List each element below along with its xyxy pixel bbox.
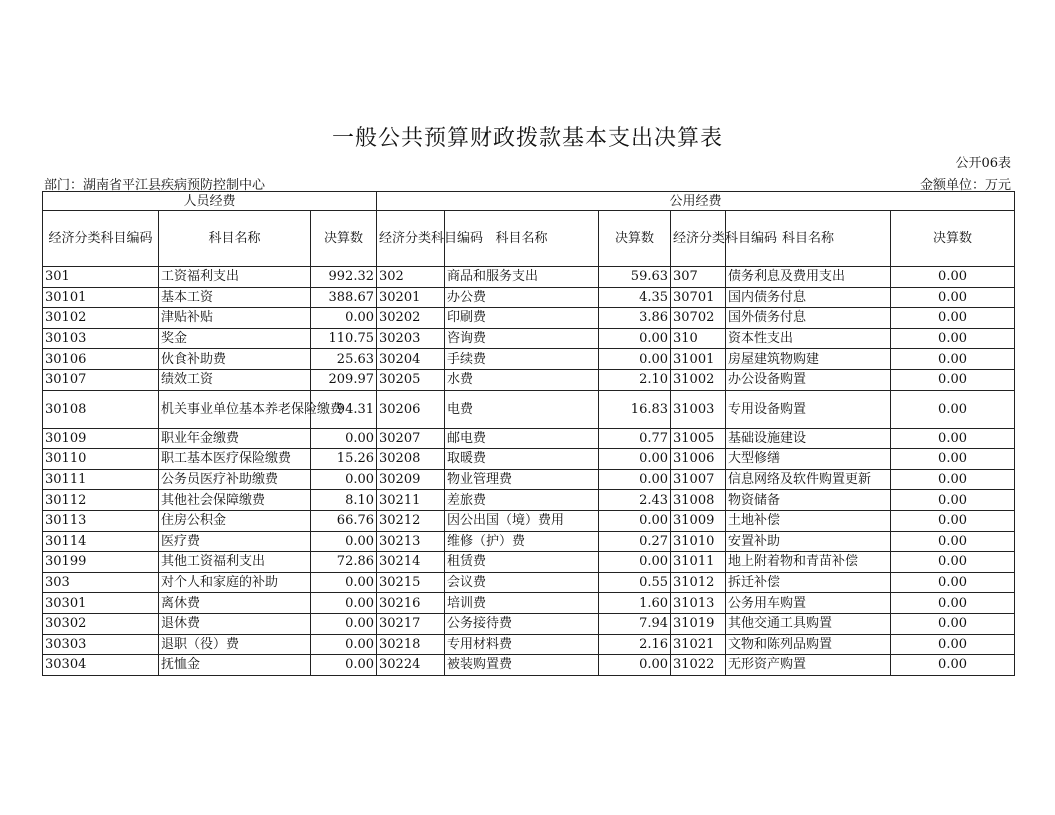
- cell-amount-2: 0.77: [599, 428, 671, 449]
- group-header-row: [43, 192, 1015, 211]
- cell-name-3: 其他交通工具购置: [726, 613, 891, 634]
- cell-amount-3: 0.00: [891, 469, 1015, 490]
- cell-amount-3: 0.00: [891, 572, 1015, 593]
- cell-code-2: 30208: [377, 449, 445, 470]
- col-amount-3: 决算数: [891, 211, 1015, 267]
- cell-amount-1: 110.75: [311, 328, 377, 349]
- cell-amount-3: 0.00: [891, 655, 1015, 676]
- cell-code-2: 30209: [377, 469, 445, 490]
- table-row: [43, 390, 1015, 428]
- cell-amount-3: 0.00: [891, 287, 1015, 308]
- cell-name-2: 办公费: [445, 287, 599, 308]
- cell-amount-1: 992.32: [311, 267, 377, 288]
- cell-amount-2: 0.27: [599, 531, 671, 552]
- cell-name-3: 信息网络及软件购置更新: [726, 469, 891, 490]
- cell-amount-3: 0.00: [891, 308, 1015, 329]
- cell-name-2: 公务接待费: [445, 613, 599, 634]
- cell-name-2: 培训费: [445, 593, 599, 614]
- cell-name-2: 被装购置费: [445, 655, 599, 676]
- cell-amount-2: 3.86: [599, 308, 671, 329]
- cell-code-1: 30101: [43, 287, 159, 308]
- cell-name-3: 基础设施建设: [726, 428, 891, 449]
- cell-name-1: 职业年金缴费: [159, 428, 311, 449]
- cell-code-1: 30303: [43, 634, 159, 655]
- cell-code-3: 31021: [671, 634, 726, 655]
- cell-amount-1: 8.10: [311, 490, 377, 511]
- cell-name-1: 职工基本医疗保险缴费: [159, 449, 311, 470]
- cell-name-2: 印刷费: [445, 308, 599, 329]
- cell-amount-2: 0.00: [599, 349, 671, 370]
- cell-code-1: 30108: [43, 390, 159, 428]
- cell-code-1: 30102: [43, 308, 159, 329]
- cell-name-1: 工资福利支出: [159, 267, 311, 288]
- cell-code-1: 30107: [43, 369, 159, 390]
- cell-name-3: 资本性支出: [726, 328, 891, 349]
- cell-amount-1: 72.86: [311, 552, 377, 573]
- cell-code-2: 30211: [377, 490, 445, 511]
- cell-code-2: 30217: [377, 613, 445, 634]
- cell-amount-1: 0.00: [311, 469, 377, 490]
- cell-name-1: 公务员医疗补助缴费: [159, 469, 311, 490]
- cell-code-3: 31022: [671, 655, 726, 676]
- cell-code-3: 31006: [671, 449, 726, 470]
- cell-code-3: 30702: [671, 308, 726, 329]
- table-row: [43, 469, 1015, 490]
- cell-code-3: 31005: [671, 428, 726, 449]
- cell-code-3: 310: [671, 328, 726, 349]
- cell-name-2: 手续费: [445, 349, 599, 370]
- cell-amount-2: 7.94: [599, 613, 671, 634]
- cell-name-3: 债务利息及费用支出: [726, 267, 891, 288]
- cell-code-3: 307: [671, 267, 726, 288]
- cell-amount-1: 0.00: [311, 531, 377, 552]
- cell-code-2: 30212: [377, 510, 445, 531]
- cell-code-2: 30215: [377, 572, 445, 593]
- cell-amount-1: 15.26: [311, 449, 377, 470]
- cell-name-2: 租赁费: [445, 552, 599, 573]
- table-row: [43, 510, 1015, 531]
- cell-name-2: 差旅费: [445, 490, 599, 511]
- col-code-2: 经济分类科目编码: [377, 211, 445, 267]
- cell-amount-3: 0.00: [891, 593, 1015, 614]
- cell-code-1: 30106: [43, 349, 159, 370]
- cell-code-2: 30224: [377, 655, 445, 676]
- table-row: [43, 449, 1015, 470]
- cell-code-3: 31007: [671, 469, 726, 490]
- table-row: [43, 349, 1015, 370]
- cell-code-2: 30218: [377, 634, 445, 655]
- cell-name-1: 绩效工资: [159, 369, 311, 390]
- cell-name-2: 会议费: [445, 572, 599, 593]
- cell-amount-3: 0.00: [891, 349, 1015, 370]
- cell-amount-3: 0.00: [891, 490, 1015, 511]
- cell-amount-1: 94.31: [311, 390, 377, 428]
- cell-amount-2: 0.00: [599, 552, 671, 573]
- cell-name-1: 退休费: [159, 613, 311, 634]
- cell-amount-2: 2.16: [599, 634, 671, 655]
- table-row: [43, 267, 1015, 288]
- col-code-1: 经济分类科目编码: [43, 211, 159, 267]
- cell-name-2: 因公出国（境）费用: [445, 510, 599, 531]
- cell-code-1: 30113: [43, 510, 159, 531]
- cell-code-1: 30110: [43, 449, 159, 470]
- cell-name-3: 物资储备: [726, 490, 891, 511]
- cell-name-1: 住房公积金: [159, 510, 311, 531]
- cell-name-2: 水费: [445, 369, 599, 390]
- table-row: [43, 490, 1015, 511]
- col-amount-2: 决算数: [599, 211, 671, 267]
- col-amount-1: 决算数: [311, 211, 377, 267]
- cell-code-2: 30214: [377, 552, 445, 573]
- cell-name-1: 离休费: [159, 593, 311, 614]
- cell-name-1: 津贴补贴: [159, 308, 311, 329]
- cell-amount-1: 209.97: [311, 369, 377, 390]
- cell-name-3: 文物和陈列品购置: [726, 634, 891, 655]
- unit-label: 金额单位：万元: [919, 178, 1011, 193]
- cell-code-2: 30202: [377, 308, 445, 329]
- budget-table: [42, 191, 1015, 676]
- cell-code-1: 30304: [43, 655, 159, 676]
- cell-name-3: 公务用车购置: [726, 593, 891, 614]
- cell-code-2: 30216: [377, 593, 445, 614]
- group-personnel: 人员经费: [43, 192, 377, 211]
- cell-name-2: 邮电费: [445, 428, 599, 449]
- cell-code-1: 30301: [43, 593, 159, 614]
- cell-name-1: 对个人和家庭的补助: [159, 572, 311, 593]
- cell-amount-3: 0.00: [891, 552, 1015, 573]
- cell-amount-1: 0.00: [311, 308, 377, 329]
- table-row: [43, 369, 1015, 390]
- cell-code-1: 30103: [43, 328, 159, 349]
- cell-amount-1: 0.00: [311, 634, 377, 655]
- cell-amount-2: 4.35: [599, 287, 671, 308]
- cell-code-1: 30114: [43, 531, 159, 552]
- cell-amount-3: 0.00: [891, 390, 1015, 428]
- cell-name-3: 国内债务付息: [726, 287, 891, 308]
- cell-name-1: 其他社会保障缴费: [159, 490, 311, 511]
- cell-amount-3: 0.00: [891, 634, 1015, 655]
- department-label: 部门：湖南省平江县疾病预防控制中心: [44, 178, 266, 193]
- cell-amount-3: 0.00: [891, 267, 1015, 288]
- group-public: 公用经费: [377, 192, 1015, 211]
- cell-code-1: 30302: [43, 613, 159, 634]
- cell-name-3: 国外债务付息: [726, 308, 891, 329]
- table-row: [43, 572, 1015, 593]
- cell-code-3: 31009: [671, 510, 726, 531]
- cell-name-3: 土地补偿: [726, 510, 891, 531]
- cell-code-1: 303: [43, 572, 159, 593]
- cell-amount-1: 388.67: [311, 287, 377, 308]
- cell-name-1: 退职（役）费: [159, 634, 311, 655]
- table-row: [43, 552, 1015, 573]
- cell-amount-2: 0.00: [599, 328, 671, 349]
- cell-code-2: 30205: [377, 369, 445, 390]
- cell-code-2: 30206: [377, 390, 445, 428]
- cell-amount-1: 0.00: [311, 572, 377, 593]
- cell-name-1: 基本工资: [159, 287, 311, 308]
- table-row: [43, 308, 1015, 329]
- cell-amount-3: 0.00: [891, 449, 1015, 470]
- col-code-3: 经济分类科目编码: [671, 211, 726, 267]
- cell-amount-2: 0.00: [599, 449, 671, 470]
- cell-amount-2: 0.00: [599, 655, 671, 676]
- cell-amount-1: 66.76: [311, 510, 377, 531]
- cell-amount-2: 59.63: [599, 267, 671, 288]
- col-name-3: 科目名称: [726, 211, 891, 267]
- table-row: [43, 287, 1015, 308]
- cell-code-3: 31002: [671, 369, 726, 390]
- cell-amount-3: 0.00: [891, 510, 1015, 531]
- cell-code-3: 31012: [671, 572, 726, 593]
- cell-name-3: 房屋建筑物购建: [726, 349, 891, 370]
- cell-name-1: 抚恤金: [159, 655, 311, 676]
- cell-amount-2: 0.55: [599, 572, 671, 593]
- page-title: 一般公共预算财政拨款基本支出决算表: [331, 126, 723, 151]
- cell-code-3: 31008: [671, 490, 726, 511]
- table-row: [43, 655, 1015, 676]
- cell-code-3: 31010: [671, 531, 726, 552]
- cell-code-3: 31013: [671, 593, 726, 614]
- cell-amount-1: 25.63: [311, 349, 377, 370]
- table-row: [43, 328, 1015, 349]
- cell-name-1: 其他工资福利支出: [159, 552, 311, 573]
- cell-name-3: 专用设备购置: [726, 390, 891, 428]
- cell-code-2: 30213: [377, 531, 445, 552]
- cell-code-1: 30109: [43, 428, 159, 449]
- cell-amount-2: 2.10: [599, 369, 671, 390]
- cell-name-3: 无形资产购置: [726, 655, 891, 676]
- cell-name-2: 电费: [445, 390, 599, 428]
- col-name-1: 科目名称: [159, 211, 311, 267]
- cell-code-1: 301: [43, 267, 159, 288]
- cell-name-2: 商品和服务支出: [445, 267, 599, 288]
- cell-amount-2: 0.00: [599, 469, 671, 490]
- cell-amount-1: 0.00: [311, 593, 377, 614]
- cell-name-2: 咨询费: [445, 328, 599, 349]
- cell-amount-3: 0.00: [891, 428, 1015, 449]
- table-row: [43, 634, 1015, 655]
- cell-amount-2: 2.43: [599, 490, 671, 511]
- cell-amount-3: 0.00: [891, 613, 1015, 634]
- cell-code-1: 30112: [43, 490, 159, 511]
- column-header-row: [43, 211, 1015, 267]
- cell-code-2: 30204: [377, 349, 445, 370]
- cell-code-2: 30201: [377, 287, 445, 308]
- cell-code-3: 30701: [671, 287, 726, 308]
- cell-code-1: 30111: [43, 469, 159, 490]
- cell-name-3: 拆迁补偿: [726, 572, 891, 593]
- cell-name-1: 伙食补助费: [159, 349, 311, 370]
- table-row: [43, 593, 1015, 614]
- cell-amount-2: 16.83: [599, 390, 671, 428]
- cell-code-3: 31003: [671, 390, 726, 428]
- table-number: 公开06表: [955, 156, 1011, 171]
- cell-amount-2: 1.60: [599, 593, 671, 614]
- cell-name-3: 大型修缮: [726, 449, 891, 470]
- cell-name-2: 取暖费: [445, 449, 599, 470]
- table-row: [43, 613, 1015, 634]
- cell-amount-3: 0.00: [891, 531, 1015, 552]
- table-row: [43, 531, 1015, 552]
- cell-name-1: 奖金: [159, 328, 311, 349]
- cell-name-3: 安置补助: [726, 531, 891, 552]
- col-name-2: 科目名称: [445, 211, 599, 267]
- cell-code-2: 30207: [377, 428, 445, 449]
- cell-name-3: 地上附着物和青苗补偿: [726, 552, 891, 573]
- cell-name-2: 专用材料费: [445, 634, 599, 655]
- table-row: [43, 428, 1015, 449]
- cell-code-3: 31019: [671, 613, 726, 634]
- cell-amount-3: 0.00: [891, 328, 1015, 349]
- cell-code-2: 302: [377, 267, 445, 288]
- cell-name-1: 机关事业单位基本养老保险缴费: [159, 390, 311, 428]
- cell-amount-1: 0.00: [311, 613, 377, 634]
- cell-name-2: 物业管理费: [445, 469, 599, 490]
- cell-code-1: 30199: [43, 552, 159, 573]
- cell-name-3: 办公设备购置: [726, 369, 891, 390]
- cell-code-3: 31001: [671, 349, 726, 370]
- cell-amount-1: 0.00: [311, 655, 377, 676]
- cell-amount-1: 0.00: [311, 428, 377, 449]
- cell-amount-2: 0.00: [599, 510, 671, 531]
- cell-code-2: 30203: [377, 328, 445, 349]
- cell-name-2: 维修（护）费: [445, 531, 599, 552]
- cell-amount-3: 0.00: [891, 369, 1015, 390]
- cell-code-3: 31011: [671, 552, 726, 573]
- cell-name-1: 医疗费: [159, 531, 311, 552]
